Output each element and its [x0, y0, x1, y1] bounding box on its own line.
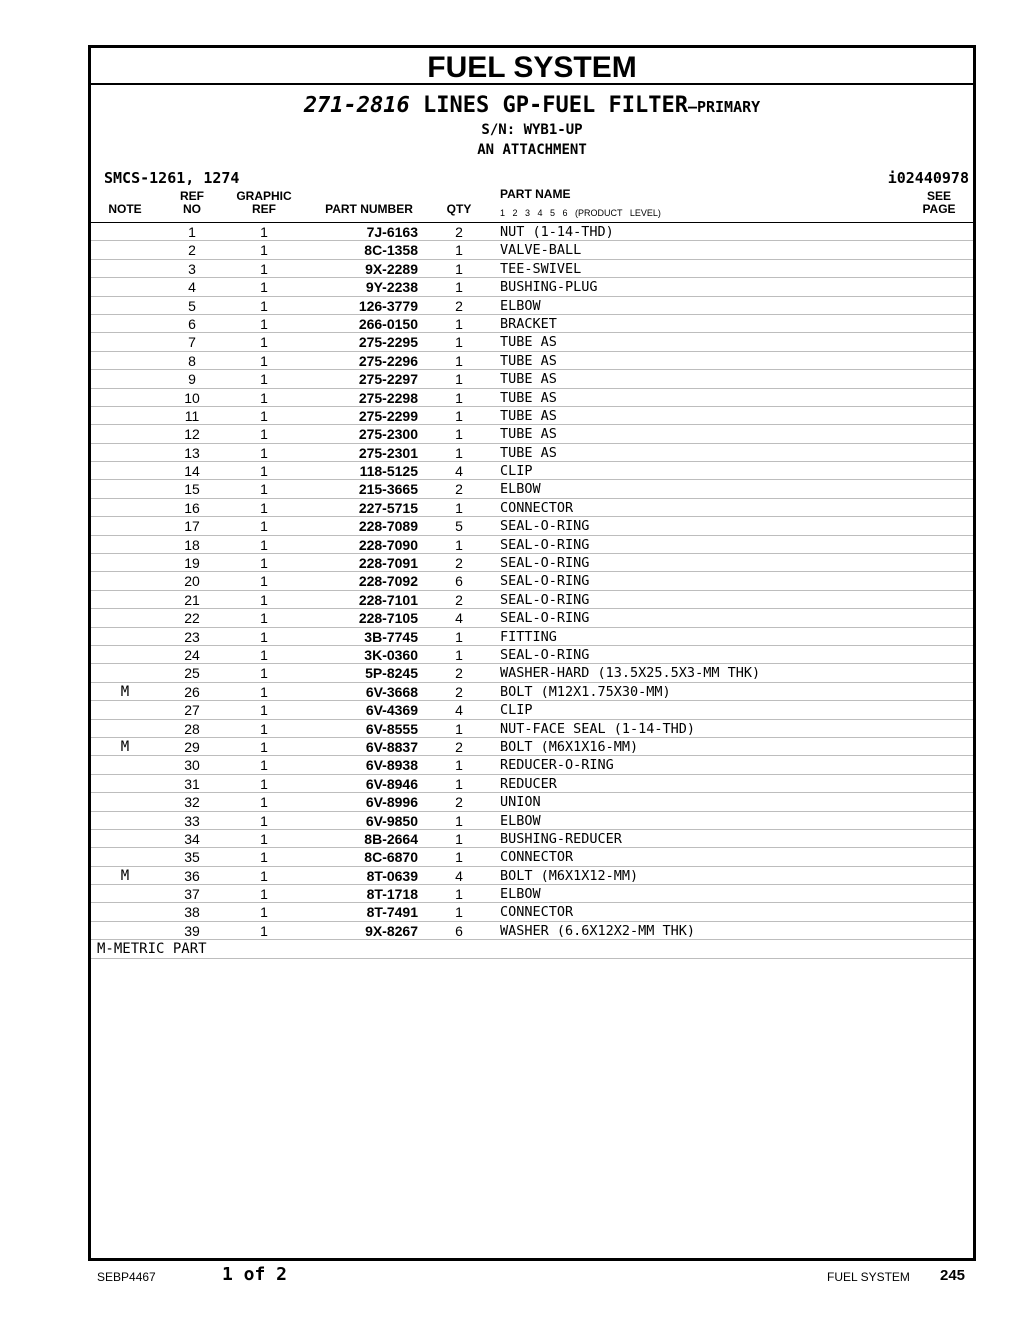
part-name-cell: CLIP	[500, 463, 533, 480]
part-number-cell: 228-7089	[358, 518, 418, 535]
see-page-header-bottom: PAGE	[922, 202, 956, 216]
ref-no-cell: 6	[188, 315, 196, 332]
qty-cell: 6	[455, 922, 463, 939]
part-number-cell: 6V-8996	[365, 794, 418, 811]
table-row	[91, 664, 973, 682]
part-number-cell: 8C-1358	[364, 242, 418, 259]
part-number-cell: 6V-8946	[365, 775, 418, 792]
part-name-cell: SEAL-O-RING	[500, 555, 590, 572]
part-name-cell: TUBE AS	[500, 426, 557, 443]
table-row	[91, 407, 973, 425]
part-name-cell: CONNECTOR	[500, 904, 574, 921]
graphic-ref-cell: 1	[260, 683, 268, 700]
part-name-cell: BOLT (M6X1X12-MM)	[500, 867, 639, 884]
graphic-ref-cell: 1	[260, 279, 268, 296]
part-number-cell: 275-2296	[358, 352, 418, 369]
qty-cell: 1	[455, 279, 463, 296]
parts-table	[91, 223, 973, 940]
graphic-ref-cell: 1	[260, 849, 268, 866]
part-name-cell: CONNECTOR	[500, 849, 574, 866]
ref-no-cell: 24	[184, 646, 200, 663]
qty-cell: 1	[455, 352, 463, 369]
ref-no-cell: 12	[184, 426, 200, 443]
table-row	[91, 352, 973, 370]
part-number-cell: 9X-2289	[365, 260, 418, 277]
ref-no-cell: 7	[188, 334, 196, 351]
part-name-cell: UNION	[500, 794, 541, 811]
table-row	[91, 646, 973, 664]
ref-no-cell: 17	[184, 518, 200, 535]
qty-cell: 1	[455, 646, 463, 663]
graphic-ref-cell: 1	[260, 665, 268, 682]
qty-cell: 4	[455, 867, 463, 884]
qty-cell: 4	[455, 702, 463, 719]
graphic-ref-cell: 1	[260, 738, 268, 755]
table-row	[91, 315, 973, 333]
ref-no-cell: 18	[184, 536, 200, 553]
part-name-cell: CONNECTOR	[500, 499, 574, 516]
part-number-cell: 228-7092	[358, 573, 418, 590]
ref-no-cell: 20	[184, 573, 200, 590]
part-number-cell: 275-2301	[358, 444, 418, 461]
ref-no-cell: 9	[188, 371, 196, 388]
part-name-cell: BUSHING-REDUCER	[500, 830, 622, 847]
part-number-cell: 7J-6163	[366, 224, 418, 240]
note-header: NOTE	[108, 202, 142, 216]
qty-cell: 1	[455, 334, 463, 351]
part-number-cell: 228-7101	[358, 591, 418, 608]
part-name-cell: SEAL-O-RING	[500, 536, 590, 553]
ref-no-cell: 30	[184, 757, 200, 774]
ref-no-cell: 8	[188, 352, 196, 369]
part-number-cell: 275-2300	[358, 426, 418, 443]
table-row	[91, 425, 973, 443]
table-row	[91, 683, 973, 701]
page-footer	[0, 1262, 1020, 1292]
qty-cell: 2	[455, 591, 463, 608]
graphic-ref-cell: 1	[260, 499, 268, 516]
footer-section: FUEL SYSTEM	[827, 1270, 910, 1284]
graphic-ref-cell: 1	[260, 536, 268, 553]
ref-no-cell: 16	[184, 499, 200, 516]
group-suffix: —PRIMARY	[687, 98, 761, 116]
parts-page-frame	[88, 45, 976, 1261]
part-number-cell: 6V-3668	[365, 683, 418, 700]
graphic-ref-cell: 1	[260, 444, 268, 461]
part-name-cell: SEAL-O-RING	[500, 610, 590, 627]
part-name-cell: TUBE AS	[500, 389, 557, 406]
graphic-ref-header-bottom: REF	[252, 202, 276, 216]
document-id: i02440978	[887, 169, 969, 187]
table-row	[91, 517, 973, 535]
table-row	[91, 609, 973, 627]
table-row	[91, 867, 973, 885]
part-number-cell: 8B-2664	[364, 830, 418, 847]
qty-cell: 1	[455, 904, 463, 921]
qty-cell: 2	[455, 481, 463, 498]
ref-no-cell: 36	[184, 867, 200, 884]
table-row	[91, 297, 973, 315]
table-row	[91, 389, 973, 407]
ref-no-cell: 13	[184, 444, 200, 461]
ref-no-cell: 34	[184, 830, 200, 847]
part-number-cell: 275-2299	[358, 407, 418, 424]
column-header	[91, 187, 973, 223]
graphic-ref-cell: 1	[260, 628, 268, 645]
qty-cell: 1	[455, 444, 463, 461]
part-name-cell: NUT-FACE SEAL (1-14-THD)	[500, 720, 696, 737]
graphic-ref-cell: 1	[260, 297, 268, 314]
metric-part-note: M-METRIC PART	[91, 940, 973, 958]
part-name-cell: CLIP	[500, 702, 533, 719]
table-row	[91, 903, 973, 921]
table-row	[91, 572, 973, 590]
ref-no-cell: 25	[184, 665, 200, 682]
table-row	[91, 591, 973, 609]
table-row	[91, 738, 973, 756]
ref-no-cell: 29	[184, 738, 200, 755]
qty-cell: 1	[455, 389, 463, 406]
part-name-cell: TUBE AS	[500, 444, 557, 461]
table-row	[91, 278, 973, 296]
ref-no-cell: 39	[184, 922, 200, 939]
graphic-ref-cell: 1	[260, 922, 268, 939]
graphic-ref-cell: 1	[260, 591, 268, 608]
part-name-cell: TUBE AS	[500, 407, 557, 424]
ref-no-cell: 26	[184, 683, 200, 700]
table-row	[91, 260, 973, 278]
note-cell: M	[120, 867, 130, 884]
ref-no-cell: 32	[184, 794, 200, 811]
ref-no-cell: 22	[184, 610, 200, 627]
ref-no-cell: 1	[188, 224, 196, 240]
table-row	[91, 885, 973, 903]
qty-cell: 2	[455, 794, 463, 811]
qty-cell: 4	[455, 610, 463, 627]
part-number-cell: 275-2297	[358, 371, 418, 388]
table-row	[91, 554, 973, 572]
table-row	[91, 333, 973, 351]
part-number-cell: 266-0150	[358, 315, 418, 332]
part-number-cell: 228-7090	[358, 536, 418, 553]
ref-no-cell: 31	[184, 775, 200, 792]
graphic-ref-cell: 1	[260, 463, 268, 480]
part-number-cell: 275-2298	[358, 389, 418, 406]
table-row	[91, 756, 973, 774]
ref-no-cell: 19	[184, 555, 200, 572]
part-name-cell: SEAL-O-RING	[500, 591, 590, 608]
graphic-ref-cell: 1	[260, 757, 268, 774]
part-name-cell: FITTING	[500, 628, 557, 645]
part-number-cell: 118-5125	[359, 463, 418, 480]
part-number-cell: 8T-1718	[366, 886, 418, 903]
ref-no-cell: 5	[188, 297, 196, 314]
graphic-ref-cell: 1	[260, 242, 268, 259]
qty-cell: 1	[455, 886, 463, 903]
group-name: LINES GP-FUEL FILTER	[423, 93, 688, 118]
table-row	[91, 812, 973, 830]
graphic-ref-cell: 1	[260, 886, 268, 903]
ref-no-cell: 14	[184, 463, 200, 480]
qty-cell: 2	[455, 297, 463, 314]
table-row	[91, 499, 973, 517]
qty-cell: 1	[455, 720, 463, 737]
graphic-ref-cell: 1	[260, 610, 268, 627]
graphic-ref-cell: 1	[260, 260, 268, 277]
ref-no-cell: 2	[188, 242, 196, 259]
qty-cell: 1	[455, 315, 463, 332]
part-name-cell: BUSHING-PLUG	[500, 279, 598, 296]
part-name-cell: ELBOW	[500, 886, 541, 903]
part-number-cell: 215-3665	[358, 481, 418, 498]
ref-no-header-bottom: NO	[183, 202, 201, 216]
qty-cell: 6	[455, 573, 463, 590]
part-name-cell: ELBOW	[500, 481, 541, 498]
footer-page-of: 1 of 2	[222, 1264, 288, 1285]
part-number-cell: 9Y-2238	[365, 279, 418, 296]
qty-cell: 2	[455, 665, 463, 682]
graphic-ref-cell: 1	[260, 794, 268, 811]
part-name-cell: TUBE AS	[500, 371, 557, 388]
graphic-ref-cell: 1	[260, 720, 268, 737]
qty-cell: 1	[455, 757, 463, 774]
part-name-cell: BRACKET	[500, 315, 557, 332]
graphic-ref-cell: 1	[260, 555, 268, 572]
part-number-cell: 3K-0360	[364, 646, 418, 663]
graphic-ref-cell: 1	[260, 334, 268, 351]
qty-cell: 1	[455, 242, 463, 259]
part-number-cell: 5P-8245	[365, 665, 418, 682]
part-name-cell: BOLT (M12X1.75X30-MM)	[500, 683, 671, 700]
part-number-cell: 8T-0639	[366, 867, 418, 884]
group-title	[91, 93, 973, 120]
table-row	[91, 536, 973, 554]
table-row	[91, 223, 973, 241]
table-row	[91, 462, 973, 480]
graphic-ref-cell: 1	[260, 371, 268, 388]
part-name-cell: SEAL-O-RING	[500, 646, 590, 663]
part-name-cell: WASHER-HARD (13.5X25.5X3-MM THK)	[500, 665, 761, 682]
qty-cell: 1	[455, 830, 463, 847]
part-number-cell: 8T-7491	[366, 904, 418, 921]
ref-no-cell: 28	[184, 720, 200, 737]
qty-cell: 2	[455, 738, 463, 755]
graphic-ref-cell: 1	[260, 389, 268, 406]
part-number-cell: 6V-4369	[365, 702, 418, 719]
footer-doc-number: SEBP4467	[97, 1270, 156, 1284]
attachment-label: AN ATTACHMENT	[477, 142, 587, 158]
qty-header: QTY	[446, 202, 472, 216]
system-title: FUEL SYSTEM	[91, 48, 973, 85]
graphic-ref-cell: 1	[260, 702, 268, 719]
qty-cell: 1	[455, 775, 463, 792]
ref-no-cell: 23	[184, 628, 200, 645]
part-number-header: PART NUMBER	[325, 202, 413, 216]
part-number-cell: 9X-8267	[365, 922, 418, 939]
table-row	[91, 848, 973, 866]
qty-cell: 1	[455, 426, 463, 443]
ref-no-cell: 33	[184, 812, 200, 829]
part-number-cell: 6V-8938	[365, 757, 418, 774]
part-name-cell: REDUCER-O-RING	[500, 757, 614, 774]
part-number-cell: 126-3779	[358, 297, 418, 314]
table-row	[91, 775, 973, 793]
qty-cell: 2	[455, 555, 463, 572]
part-name-cell: ELBOW	[500, 812, 541, 829]
part-name-cell: WASHER (6.6X12X2-MM THK)	[500, 922, 696, 939]
qty-cell: 5	[455, 518, 463, 535]
table-row	[91, 793, 973, 811]
ref-no-header-top: REF	[180, 189, 204, 203]
part-number-cell: 6V-8555	[365, 720, 418, 737]
part-name-cell: SEAL-O-RING	[500, 573, 590, 590]
graphic-ref-cell: 1	[260, 518, 268, 535]
table-row	[91, 922, 973, 940]
qty-cell: 1	[455, 371, 463, 388]
qty-cell: 4	[455, 463, 463, 480]
ref-no-cell: 35	[184, 849, 200, 866]
serial-number-range: S/N: WYB1-UP	[481, 122, 583, 138]
ref-no-cell: 37	[184, 886, 200, 903]
footer-page-number: 245	[940, 1267, 966, 1284]
part-name-cell: TUBE AS	[500, 352, 557, 369]
qty-cell: 1	[455, 628, 463, 645]
graphic-ref-cell: 1	[260, 573, 268, 590]
ref-no-cell: 10	[184, 389, 200, 406]
table-row	[91, 370, 973, 388]
ref-no-cell: 38	[184, 904, 200, 921]
graphic-ref-cell: 1	[260, 352, 268, 369]
graphic-ref-cell: 1	[260, 904, 268, 921]
ref-no-cell: 4	[188, 279, 196, 296]
graphic-ref-cell: 1	[260, 481, 268, 498]
part-name-header: PART NAME	[500, 187, 571, 201]
ref-no-cell: 11	[184, 407, 200, 424]
note-cell: M	[120, 683, 130, 700]
graphic-ref-cell: 1	[260, 775, 268, 792]
part-number-cell: 6V-8837	[365, 738, 418, 755]
part-name-cell: TUBE AS	[500, 334, 557, 351]
qty-cell: 2	[455, 683, 463, 700]
graphic-ref-cell: 1	[260, 407, 268, 424]
part-number-cell: 275-2295	[358, 334, 418, 351]
part-number-cell: 228-7091	[358, 555, 418, 572]
table-row	[91, 628, 973, 646]
graphic-ref-header-top: GRAPHIC	[236, 189, 292, 203]
graphic-ref-cell: 1	[260, 646, 268, 663]
qty-cell: 1	[455, 536, 463, 553]
qty-cell: 2	[455, 224, 463, 240]
part-number-cell: 8C-6870	[364, 849, 418, 866]
graphic-ref-cell: 1	[260, 315, 268, 332]
part-name-cell: TEE-SWIVEL	[500, 260, 582, 277]
graphic-ref-cell: 1	[260, 867, 268, 884]
qty-cell: 1	[455, 260, 463, 277]
part-number-cell: 227-5715	[358, 499, 418, 516]
table-row	[91, 480, 973, 498]
part-number-cell: 3B-7745	[364, 628, 418, 645]
table-row	[91, 444, 973, 462]
smcs-codes: SMCS-1261, 1274	[104, 169, 240, 187]
group-number: 271-2816	[303, 93, 410, 118]
table-row	[91, 830, 973, 848]
part-name-cell: REDUCER	[500, 775, 557, 792]
ref-no-cell: 21	[184, 591, 200, 608]
part-name-cell: ELBOW	[500, 297, 541, 314]
graphic-ref-cell: 1	[260, 830, 268, 847]
table-row	[91, 241, 973, 259]
graphic-ref-cell: 1	[260, 224, 268, 240]
note-cell: M	[120, 738, 130, 755]
part-name-cell: VALVE-BALL	[500, 242, 582, 259]
qty-cell: 1	[455, 407, 463, 424]
part-name-cell: BOLT (M6X1X16-MM)	[500, 738, 639, 755]
qty-cell: 1	[455, 812, 463, 829]
table-row	[91, 701, 973, 719]
table-row	[91, 720, 973, 738]
part-name-cell: SEAL-O-RING	[500, 518, 590, 535]
product-level-header: 1 2 3 4 5 6 (PRODUCT LEVEL)	[500, 208, 661, 218]
ref-no-cell: 15	[184, 481, 200, 498]
graphic-ref-cell: 1	[260, 812, 268, 829]
part-number-cell: 228-7105	[358, 610, 418, 627]
see-page-header-top: SEE	[926, 189, 951, 203]
graphic-ref-cell: 1	[260, 426, 268, 443]
ref-no-cell: 27	[184, 702, 200, 719]
ref-no-cell: 3	[188, 260, 196, 277]
part-number-cell: 6V-9850	[365, 812, 418, 829]
qty-cell: 1	[455, 849, 463, 866]
part-name-cell: NUT (1-14-THD)	[500, 224, 614, 240]
qty-cell: 1	[455, 499, 463, 516]
